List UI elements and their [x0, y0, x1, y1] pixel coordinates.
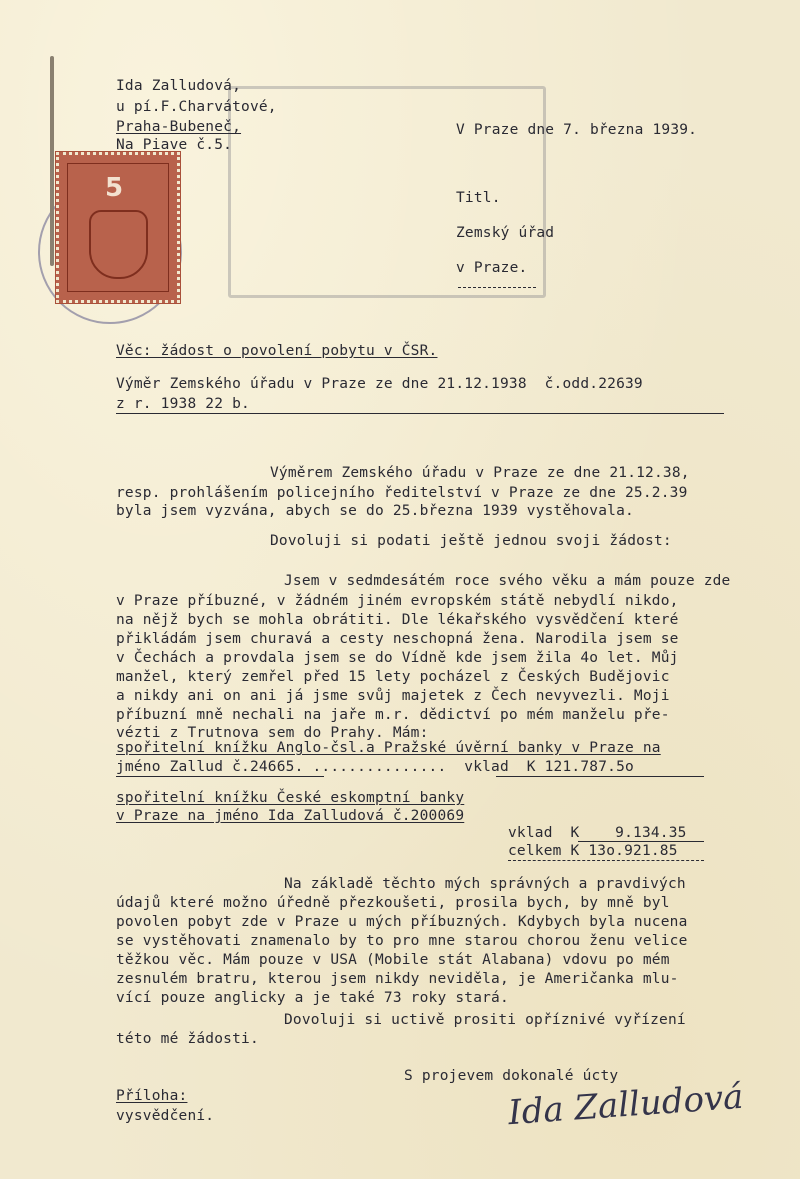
paragraph-1-line: resp. prohlášením policejního ředitelství v Praze ze dne 25.2.39 [116, 485, 688, 501]
paragraph-2: Dovoluji si podati ještě jednou svoji žádost: [270, 533, 672, 549]
sender-city: Praha-Bubeneč, [116, 119, 242, 135]
sender-street: Na Piave č.5. [116, 137, 233, 153]
paragraph-5-line: Dovoluji si uctivě prositi opříznivé vyřízení [284, 1012, 686, 1028]
account-1-line-1: spořitelní knížku Anglo-čsl.a Pražské úvěrní banky v Praze na [116, 740, 661, 756]
paragraph-3-line: příbuzní mně nechali na jaře m.r. dědictví po mém manželu pře- [116, 707, 670, 723]
subject-line: Věc: žádost o povolení pobytu v ČSR. [116, 343, 438, 359]
paragraph-3-line: Jsem v sedmdesátém roce svého věku a mám pouze zde [284, 573, 731, 589]
revenue-stamp-value: 5 [105, 173, 124, 203]
paragraph-3-line: v Čechách a provdala jsem se do Vídně kde jsem žila 4o let. Můj [116, 650, 679, 666]
reference-line-2: z r. 1938 22 b. [116, 396, 250, 412]
reference-line-1: Výměr Zemského úřadu v Praze ze dne 21.12.1938 č.odd.22639 [116, 376, 643, 392]
paragraph-1-line: Výměrem Zemského úřadu v Praze ze dne 21.12.38, [270, 465, 690, 481]
recipient-city: v Praze. [456, 260, 528, 276]
total-rule [578, 841, 704, 842]
total-rule-bottom [508, 860, 704, 861]
account-1-rule [116, 776, 324, 777]
recipient-title: Titl. [456, 190, 501, 206]
paragraph-4-line: zesnulém bratru, kterou jsem nikdy neviděla, je Američanka mlu- [116, 971, 679, 987]
paragraph-3-line: v Praze příbuzné, v žádném jiném evropském státě nebydlí nikdo, [116, 593, 679, 609]
account-2-line-1: spořitelní knížku České eskomptní banky [116, 790, 465, 806]
lion-emblem-icon [89, 210, 148, 279]
sender-care-of: u pí.F.Charvátové, [116, 99, 277, 115]
binding-string [50, 56, 54, 266]
recipient-rule [458, 287, 536, 288]
paragraph-4-line: vící pouze anglicky a je také 73 roky stará. [116, 990, 509, 1006]
account-1-line-2: jméno Zallud č.24665. ............... vklad K 121.787.5o [116, 759, 634, 775]
paragraph-3-line: manžel, který zemřel před 15 lety pocházel z Českých Budějovic [116, 669, 670, 685]
paragraph-3-line: přikládám jsem churavá a cesty neschopná žena. Narodila jsem se [116, 631, 679, 647]
attachment-item: vysvědčení. [116, 1108, 215, 1124]
paragraph-1-line: byla jsem vyzvána, abych se do 25.března 1939 vystěhovala. [116, 503, 634, 519]
paragraph-4-line: Na základě těchto mých správných a pravdivých [284, 876, 686, 892]
date-line: V Praze dne 7. března 1939. [456, 122, 698, 138]
revenue-stamp [56, 152, 180, 303]
paragraph-4-line: údajů které možno úředně přezkoušeti, prosila bych, by mně byl [116, 895, 670, 911]
handwritten-signature: Ida Zalludová [506, 1076, 745, 1134]
account-2-total: celkem K 13o.921.85 [508, 843, 678, 859]
paragraph-3-line: vézti z Trutnova sem do Prahy. Mám: [116, 725, 429, 741]
reference-rule [116, 413, 724, 414]
account-2-line-2: v Praze na jméno Ida Zalludová č.200069 [116, 808, 465, 824]
closing-line: S projevem dokonalé úcty [404, 1068, 619, 1084]
paragraph-4-line: se vystěhovati znamenalo by to pro mne starou chorou ženu velice [116, 933, 688, 949]
paragraph-4-line: těžkou věc. Mám pouze v USA (Mobile stát Alabana) vdovu po mém [116, 952, 670, 968]
paragraph-3-line: na nějž bych se mohla obrátiti. Dle lékařského vysvědčení které [116, 612, 679, 628]
account-1-rule-right [496, 776, 704, 777]
sender-name: Ida Zalludová, [116, 78, 242, 94]
paragraph-5-line: této mé žádosti. [116, 1031, 259, 1047]
recipient-office: Zemský úřad [456, 225, 555, 241]
paragraph-4-line: povolen pobyt zde v Praze u mých příbuzných. Kdybych byla nucena [116, 914, 688, 930]
attachment-label: Příloha: [116, 1088, 188, 1104]
account-2-deposit: vklad K 9.134.35 [508, 825, 687, 841]
paragraph-3-line: a nikdy ani on ani já jsme svůj majetek z Čech nevyvezli. Moji [116, 688, 670, 704]
